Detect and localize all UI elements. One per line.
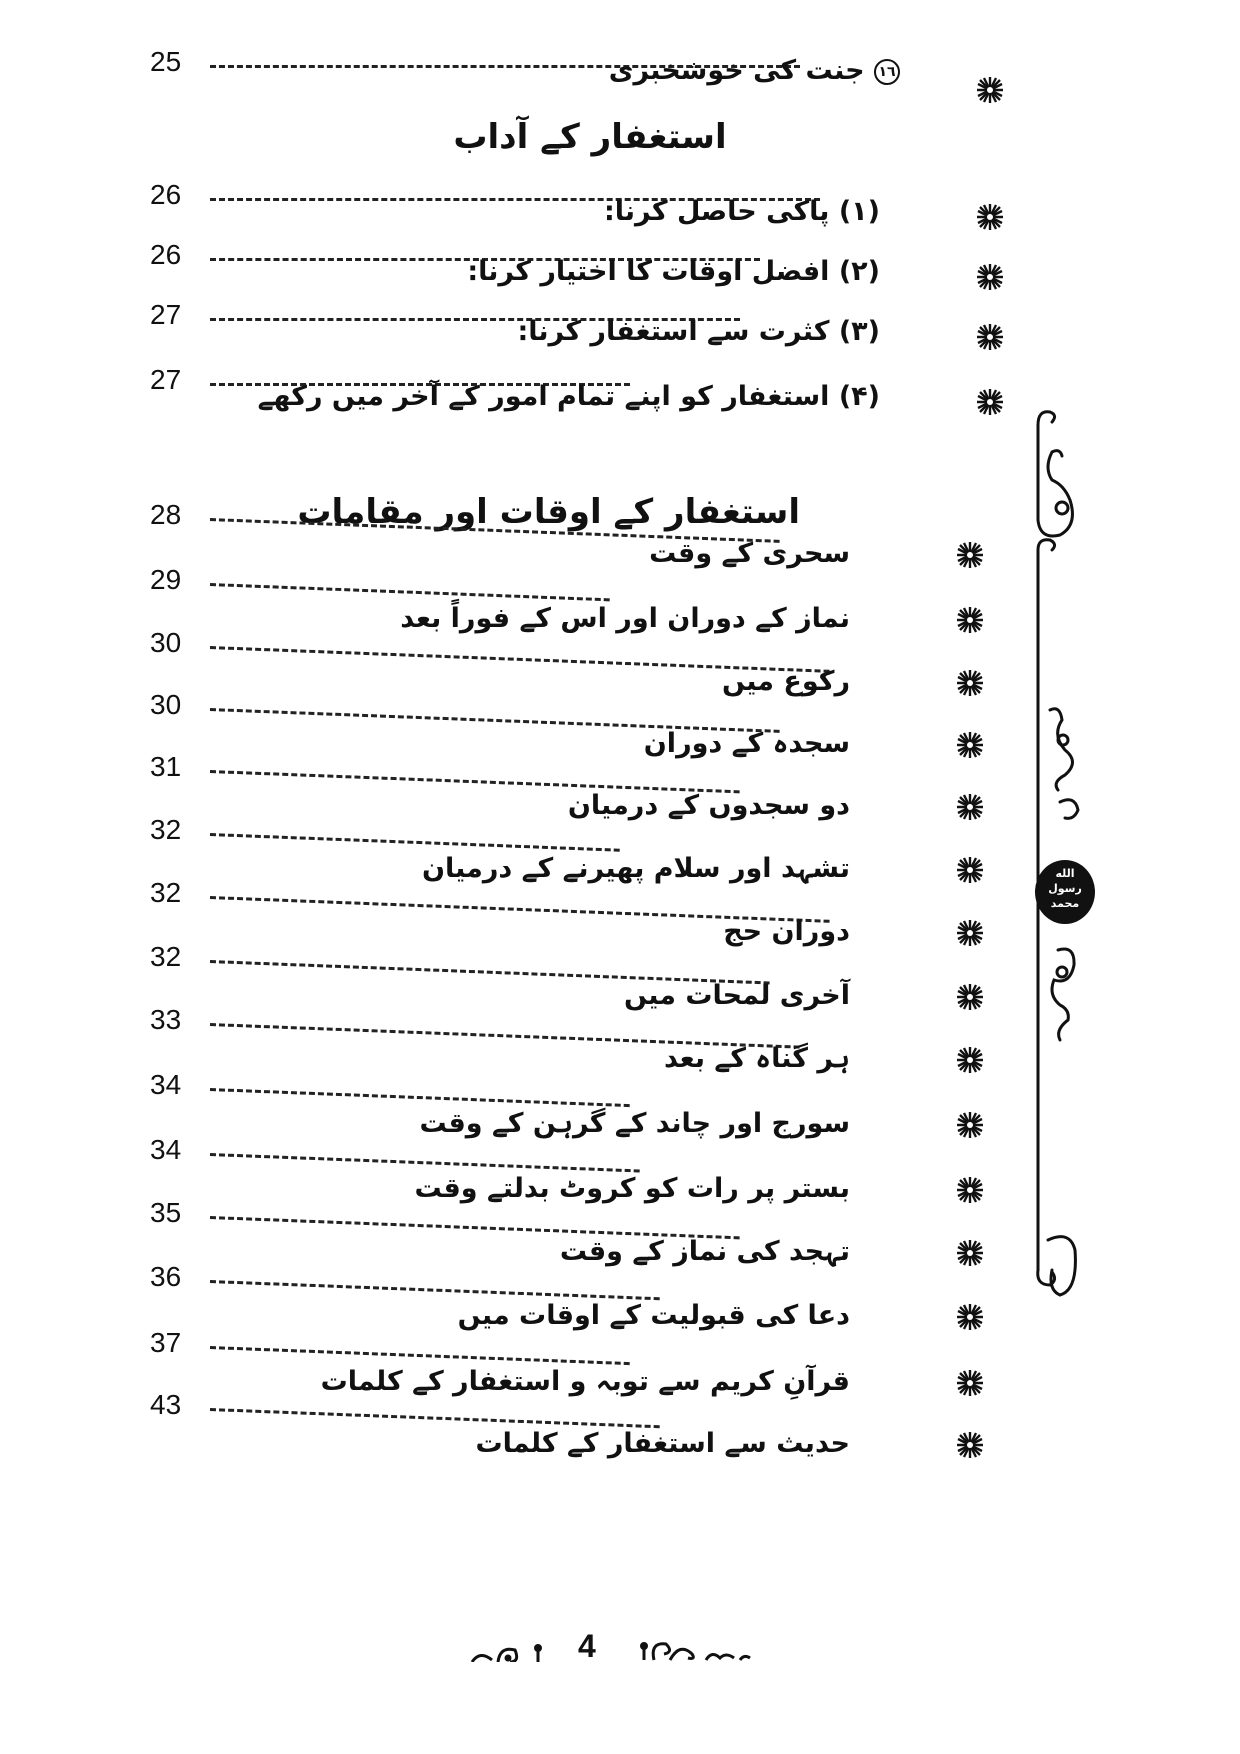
dotted-leader (210, 833, 620, 852)
entry-page-number: 31 (150, 751, 182, 782)
toc-entry[interactable] (150, 240, 1030, 300)
toc-entry[interactable] (150, 180, 1030, 240)
toc-entry[interactable] (150, 1197, 1030, 1267)
flower-bullet-icon (975, 387, 1005, 417)
flower-bullet-icon (975, 262, 1005, 292)
entry-page-number: 36 (150, 1261, 182, 1292)
entry-title: دعا کی قبولیت کے اوقات میں (457, 1300, 850, 1331)
flower-bullet-icon (975, 75, 1005, 105)
entry-page-number: 34 (150, 1069, 182, 1100)
entry-title: سجدہ کے دوران (643, 728, 850, 759)
toc-entry[interactable] (150, 627, 1030, 697)
toc-entry[interactable] (150, 1004, 1030, 1074)
entry-title: نماز کے دوران اور اس کے فوراً بعد (400, 603, 850, 634)
entry-number-badge: ١٦ (874, 59, 900, 85)
entry-title: دوران حج (723, 916, 850, 947)
entry-page-number: 30 (150, 689, 182, 720)
dotted-leader (210, 1153, 640, 1173)
entry-title: دو سجدوں کے درمیان (567, 790, 850, 821)
entry-title: حدیث سے استغفار کے کلمات (475, 1428, 850, 1459)
entry-title: ١٦ جنت کی خوشخبری (609, 53, 900, 89)
entry-page-number: 37 (150, 1327, 182, 1358)
entry-page-number: 27 (150, 364, 182, 395)
seal-line-1: الله (1055, 867, 1075, 880)
entry-page-number: 30 (150, 627, 182, 658)
page-number: 4 (578, 1628, 596, 1664)
toc-entry[interactable] (150, 564, 1030, 634)
entry-title: (۱) پاکی حاصل کرنا: (603, 196, 880, 227)
entry-page-number: 26 (150, 239, 182, 270)
entry-page-number: 35 (150, 1197, 182, 1228)
dotted-leader (210, 1346, 630, 1365)
section-heading: استغفار کے آداب (453, 117, 727, 157)
entry-title: سورج اور چاند کے گرہن کے وقت (419, 1108, 850, 1139)
entry-title: (۲) افضل اوقات کا اختیار کرنا: (467, 256, 880, 287)
section-heading: استغفار کے اوقات اور مقامات (297, 492, 800, 532)
entry-title: ہر گناہ کے بعد (664, 1043, 850, 1074)
seal-line-2: رسول (1048, 882, 1082, 895)
toc-entry[interactable] (150, 877, 1030, 947)
toc-entry[interactable] (150, 45, 1030, 105)
entry-title: رکوع میں (721, 666, 850, 697)
toc-entry[interactable] (150, 1327, 1030, 1397)
toc-entry[interactable] (150, 689, 1030, 759)
entry-page-number: 25 (150, 46, 182, 77)
footer-ornament-left-icon (470, 1640, 550, 1662)
entry-title: تہجد کی نماز کے وقت (559, 1236, 850, 1267)
entry-page-number: 34 (150, 1134, 182, 1165)
entry-page-number: 27 (150, 299, 182, 330)
entry-page-number: 26 (150, 179, 182, 210)
flower-bullet-icon (955, 1430, 985, 1460)
seal-line-3: محمد (1050, 897, 1080, 910)
kalima-seal (1035, 860, 1095, 924)
entry-title: سحری کے وقت (649, 538, 850, 569)
entry-title: قرآنِ کریم سے توبہ و استغفار کے کلمات (320, 1366, 850, 1397)
footer-ornament-right-icon (640, 1638, 760, 1662)
toc-entry[interactable] (150, 300, 1030, 360)
toc-entry[interactable] (150, 1069, 1030, 1139)
toc-entry[interactable] (150, 941, 1030, 1011)
entry-page-number: 29 (150, 564, 182, 595)
toc-entry[interactable] (150, 1261, 1030, 1331)
toc-entry[interactable] (150, 1134, 1030, 1204)
entry-title: بستر پر رات کو کروٹ بدلتے وقت (414, 1173, 850, 1204)
entry-page-number: 28 (150, 499, 182, 530)
entry-page-number: 43 (150, 1389, 182, 1420)
entry-page-number: 32 (150, 941, 182, 972)
entry-title: (۴) استغفار کو اپنے تمام امور کے آخر میں رکھے (257, 381, 880, 412)
toc-entry[interactable] (150, 814, 1030, 884)
entry-page-number: 32 (150, 814, 182, 845)
entry-title: آخری لمحات میں (623, 980, 850, 1011)
dotted-leader (210, 1088, 630, 1107)
dotted-leader (210, 583, 610, 601)
toc-entry[interactable] (150, 751, 1030, 821)
entry-title: تشہد اور سلام پھیرنے کے درمیان (421, 853, 850, 884)
toc-entry[interactable] (150, 365, 1030, 425)
entry-title: (۳) کثرت سے استغفار کرنا: (517, 316, 880, 347)
flower-bullet-icon (975, 322, 1005, 352)
entry-page-number: 32 (150, 877, 182, 908)
entry-page-number: 33 (150, 1004, 182, 1035)
toc-entry[interactable] (150, 499, 1030, 569)
flower-bullet-icon (975, 202, 1005, 232)
toc-entry[interactable] (150, 1389, 1030, 1459)
